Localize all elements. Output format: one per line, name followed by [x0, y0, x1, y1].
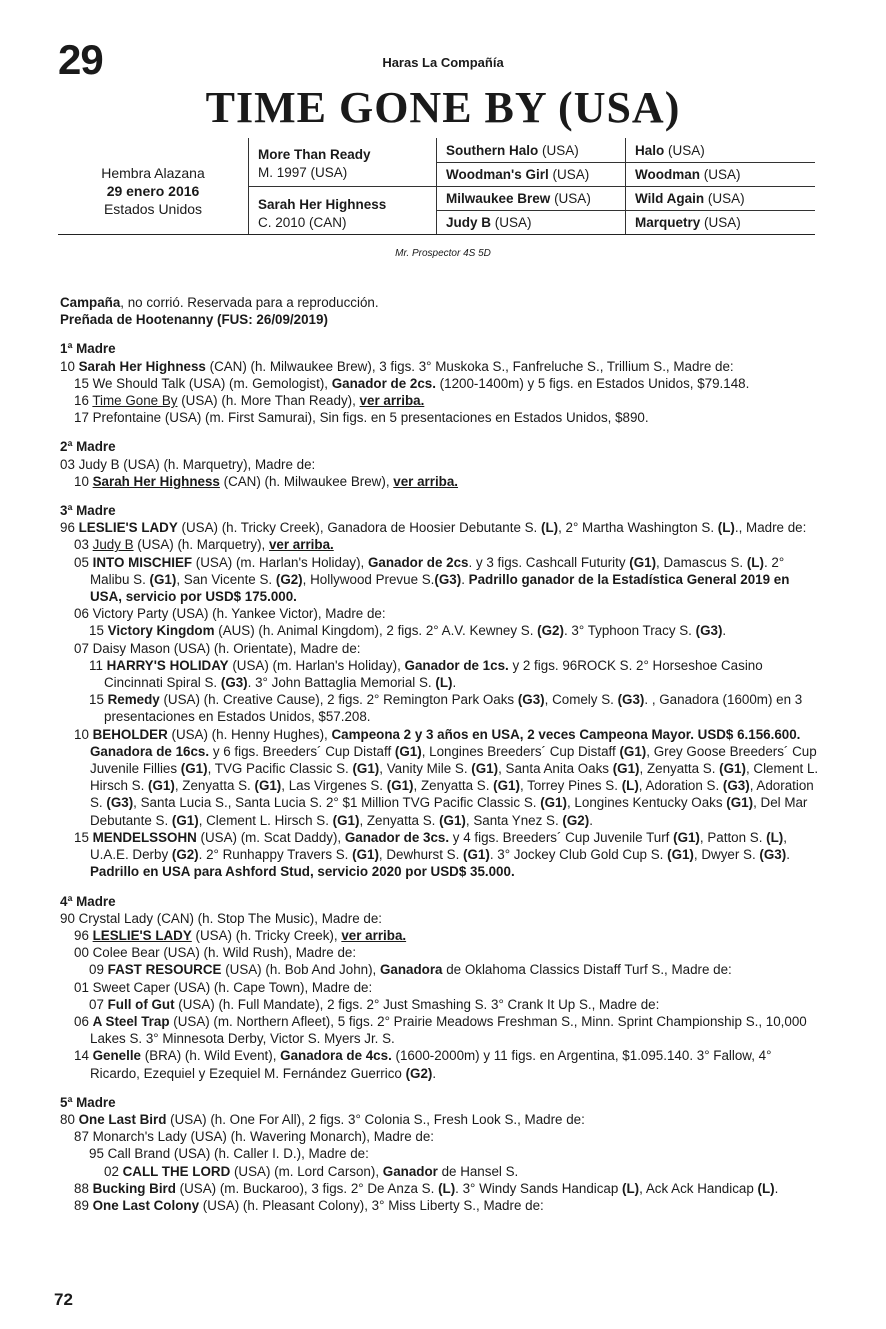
page-number: 72 — [54, 1290, 73, 1309]
family-entry: 90 Crystal Lady (CAN) (h. Stop The Music), Madre de: — [60, 910, 382, 926]
family-entry: 95 Call Brand (USA) (h. Caller I. D.), Madre de: — [89, 1146, 369, 1162]
horse-birthdate: 29 enero 2016 — [106, 183, 200, 199]
family-entry: 10 BEHOLDER (USA) (h. Henny Hughes), Campeona 2 y 3 años en USA, 2 veces Campeona Mayor. USD$ 6.156.600. Ganadora de 16cs. y 6 figs. Breeders´ Cup Distaff (G1), Longines Breeders´ Cup Distaff (G1), Grey Goose Breeders´ Cup Juvenile Fillies (G1), TVG Pacific Classic S. (G1), Vanity Mile S. (G1), Santa Anita Oaks (G1), Zenyatta S. (G1), Clement L. Hirsch S. (G1), Zenyatta S. (G1), Las Virgenes S. (G1), Zenyatta S. (G1), Torrey Pines S. (L), Adoration S. (G3), Adoration S. (G3), Santa Lucia S., Santa Lucia S. 2° $1 Million TVG Pacific Classic S. (G1), Longines Kentucky Oaks (G1), Del Mar Debutante S. (G1), Clement L. Hirsch S. (G1), Zenyatta S. (G1), Santa Ynez S. (G2). — [74, 726, 819, 828]
family-entry: 06 Victory Party (USA) (h. Yankee Victor), Madre de: — [74, 606, 386, 622]
pedigree-ggp-4: Marquetry (USA) — [635, 215, 741, 230]
pedigree-gp-4: Judy B (USA) — [446, 215, 532, 230]
sire-name: More Than Ready — [258, 147, 371, 162]
family-entry: 96 LESLIE'S LADY (USA) (h. Tricky Creek), Ganadora de Hoosier Debutante S. (L), 2° Martha Washington S. (L)., Madre de: — [60, 520, 807, 536]
family-entry: 16 Time Gone By (USA) (h. More Than Ready), ver arriba. — [74, 393, 425, 409]
pedigree-gp-1: Southern Halo (USA) — [446, 143, 579, 158]
sire-detail: M. 1997 (USA) — [258, 165, 348, 180]
family-entry: 05 INTO MISCHIEF (USA) (m. Harlan's Holiday), Ganador de 2cs. y 3 figs. Cashcall Futurity (G1), Damascus S. (L). 2° Malibu S. (G1), San Vicente S. (G2), Hollywood Prevue S.(G3). Padrillo ganador de la Estadística General 2019 en USA, servicio por USD$ 175.000. — [74, 554, 790, 605]
horse-info — [58, 164, 248, 218]
pedigree-ggp-1: Halo (USA) — [635, 143, 705, 158]
family-entry: 09 FAST RESOURCE (USA) (h. Bob And John), Ganadora de Oklahoma Classics Distaff Turf S., Madre de: — [89, 962, 732, 978]
family-entry: 15 We Should Talk (USA) (m. Gemologist), Ganador de 2cs. (1200-1400m) y 5 figs. en Estados Unidos, $79.148. — [74, 375, 750, 391]
horse-title: TIME GONE BY (USA) — [205, 83, 681, 132]
family-entry: 07 Full of Gut (USA) (h. Full Mandate), 2 figs. 2° Just Smashing S. 3° Crank It Up S., Madre de: — [89, 996, 660, 1012]
family-entry: 88 Bucking Bird (USA) (m. Buckaroo), 3 figs. 2° De Anza S. (L). 3° Windy Sands Handicap (L), Ack Ack Handicap (L). — [74, 1180, 779, 1196]
family-entry: 01 Sweet Caper (USA) (h. Cape Town), Madre de: — [74, 979, 373, 995]
family-entry: 03 Judy B (USA) (h. Marquetry), Madre de: — [60, 456, 316, 472]
family-entry: 06 A Steel Trap (USA) (m. Northern Afleet), 5 figs. 2° Prairie Meadows Freshman S., Minn. Sprint Championship S., 10,000 Lakes S. 3° Minnesota Derby, Victor S. Myers Jr. S. — [74, 1013, 807, 1047]
horse-country: Estados Unidos — [103, 201, 203, 217]
section-heading-1st-dam: 1ª Madre — [60, 341, 116, 357]
campaign-line: Campaña, no corrió. Reservada para a reproducción. — [60, 295, 379, 310]
family-entry: 10 Sarah Her Highness (CAN) (h. Milwaukee Brew), 3 figs. 3° Muskoka S., Fanfreluche S., Trillium S., Madre de: — [60, 358, 734, 374]
lot-number: 29 — [58, 36, 103, 83]
breeder-name: Haras La Compañía — [382, 55, 504, 70]
pedigree-dam — [258, 196, 386, 232]
family-entry: 11 HARRY'S HOLIDAY (USA) (m. Harlan's Holiday), Ganador de 1cs. y 2 figs. 96ROCK S. 2° Horseshoe Casino Cincinnati Spiral S. (G3). 3° John Battaglia Memorial S. (L). — [89, 657, 763, 691]
family-entry: 96 LESLIE'S LADY (USA) (h. Tricky Creek), ver arriba. — [74, 927, 407, 943]
family-entry: 15 Remedy (USA) (h. Creative Cause), 2 figs. 2° Remington Park Oaks (G3), Comely S. (G3). , Ganadora (1600m) en 3 presentaciones en Estados Unidos, $57.208. — [89, 692, 803, 725]
dam-name: Sarah Her Highness — [258, 197, 387, 212]
family-record — [60, 294, 820, 1214]
pedigree-gp-2: Woodman's Girl (USA) — [446, 167, 590, 182]
pedigree-ggp-2: Woodman (USA) — [635, 167, 741, 182]
pedigree-table — [58, 138, 815, 235]
section-heading-2nd-dam: 2ª Madre — [60, 439, 116, 455]
family-entry: 07 Daisy Mason (USA) (h. Orientate), Madre de: — [74, 640, 361, 656]
family-entry: 10 Sarah Her Highness (CAN) (h. Milwaukee Brew), ver arriba. — [74, 473, 459, 489]
dosage-line: Mr. Prospector 4S 5D — [395, 248, 491, 259]
family-entry: 87 Monarch's Lady (USA) (h. Wavering Monarch), Madre de: — [74, 1129, 435, 1145]
pregnancy-line: Preñada de Hootenanny (FUS: 26/09/2019) — [60, 312, 328, 328]
family-entry: 14 Genelle (BRA) (h. Wild Event), Ganadora de 4cs. (1600-2000m) y 11 figs. en Argentina, $1.095.140. 3° Fallow, 4° Ricardo, Ezequiel y Ezequiel M. Fernández Guerrico (G2). — [74, 1048, 772, 1081]
pedigree-gp-3: Milwaukee Brew (USA) — [446, 191, 591, 206]
family-entry: 03 Judy B (USA) (h. Marquetry), ver arriba. — [74, 537, 334, 553]
horse-sex-color: Hembra Alazana — [101, 165, 205, 181]
pedigree-ggp-3: Wild Again (USA) — [635, 191, 745, 206]
family-entry: 02 CALL THE LORD (USA) (m. Lord Carson), Ganador de Hansel S. — [104, 1163, 519, 1179]
dam-detail: C. 2010 (CAN) — [258, 215, 347, 230]
section-heading-4th-dam: 4ª Madre — [60, 893, 116, 909]
section-heading-5th-dam: 5ª Madre — [60, 1094, 116, 1110]
family-entry: 89 One Last Colony (USA) (h. Pleasant Colony), 3° Miss Liberty S., Madre de: — [74, 1197, 544, 1213]
pedigree-sire — [258, 146, 371, 182]
family-entry: 80 One Last Bird (USA) (h. One For All), 2 figs. 3° Colonia S., Fresh Look S., Madre de: — [60, 1111, 585, 1127]
family-entry: 17 Prefontaine (USA) (m. First Samurai), Sin figs. en 5 presentaciones en Estados Unidos, $890. — [74, 410, 649, 426]
family-entry: 15 Victory Kingdom (AUS) (h. Animal Kingdom), 2 figs. 2° A.V. Kewney S. (G2). 3° Typhoon Tracy S. (G3). — [89, 623, 727, 639]
section-heading-3rd-dam: 3ª Madre — [60, 503, 116, 519]
family-entry: 15 MENDELSSOHN (USA) (m. Scat Daddy), Ganador de 3cs. y 4 figs. Breeders´ Cup Juvenile Turf (G1), Patton S. (L), U.A.E. Derby (G2). 2° Runhappy Travers S. (G1), Dewhurst S. (G1). 3° Jockey Club Gold Cup S. (G1), Dwyer S. (G3). Padrillo en USA para Ashford Stud, servicio 2020 por USD$ 35.000. — [74, 829, 790, 880]
family-entry: 00 Colee Bear (USA) (h. Wild Rush), Madre de: — [74, 945, 357, 961]
